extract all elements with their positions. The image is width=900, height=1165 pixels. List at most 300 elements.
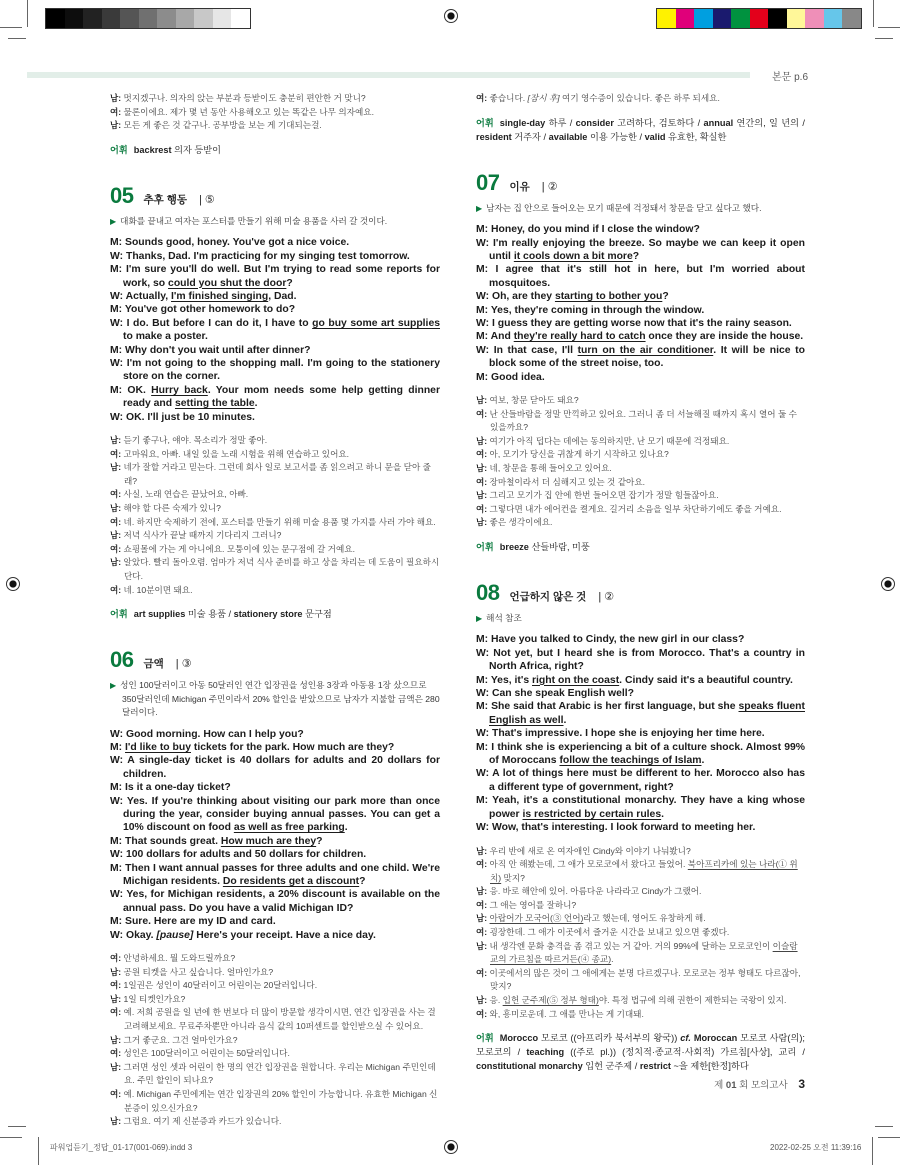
text: I'm not going to the shopping mall. I'm going to the stationery store on the corner. — [123, 357, 440, 383]
dialogue-line — [476, 516, 805, 530]
text: 알았다. 빨리 돌아오렴. 엄마가 저녁 식사 준비를 하고 상을 차리는 데 도움이 필요하시단다. — [121, 557, 440, 581]
dialogue-line — [110, 1047, 440, 1061]
speaker-label: M: — [476, 304, 489, 316]
dialogue-line — [110, 263, 440, 290]
underlined-phrase: 북아프리카에 있는 나라(① 위치) — [490, 859, 798, 883]
speaker-label: W: — [110, 795, 124, 807]
answer: | ⑤ — [198, 193, 215, 206]
speaker-label: 남: — [110, 93, 122, 103]
speaker-label: 여: — [476, 449, 488, 460]
text: 미술 용품 / — [185, 609, 234, 620]
question-number: 08 — [476, 579, 500, 605]
text: And — [488, 331, 514, 343]
speaker-label: W: — [110, 250, 124, 262]
dialogue-line — [110, 888, 440, 915]
dialogue-line — [476, 462, 805, 476]
text: 맞지? — [501, 872, 525, 883]
text: 공원 티켓을 사고 싶습니다. 얼마인가요? — [121, 966, 274, 977]
q07-script — [476, 223, 805, 384]
q05-heading — [110, 183, 440, 209]
grayscale-color-bar — [45, 8, 251, 29]
speaker-label: M: — [110, 835, 123, 847]
dialogue-line — [110, 741, 440, 754]
q06-vocabulary — [476, 116, 805, 144]
q07-korean-translation — [476, 394, 805, 530]
dialogue-line — [110, 754, 440, 781]
text: Can she speak English well? — [489, 688, 635, 700]
speaker-label: 여: — [110, 584, 122, 595]
speaker-label: 남: — [476, 913, 488, 924]
text: 거주자 / — [511, 131, 549, 142]
dialogue-line — [476, 317, 805, 330]
dialogue-line — [110, 236, 440, 249]
crop-mark — [27, 0, 28, 27]
dialogue-line — [476, 394, 805, 408]
speaker-label: M: — [110, 862, 123, 874]
text: 안녕하세요. 뭘 도와드릴까요? — [121, 953, 236, 964]
exam-prefix: 제 — [714, 1080, 724, 1091]
text: 하루 / — [545, 117, 576, 128]
underlined-phrase: they're really hard to catch — [513, 331, 646, 343]
text: 유효한, 확실한 — [665, 131, 727, 142]
text: I'm sure you'll do well. But I'm trying to read some reports for work, so — [122, 264, 440, 289]
dialogue-line — [476, 967, 805, 994]
vocab-term: valid — [644, 131, 666, 142]
explanation-text: 해석 참조 — [486, 612, 522, 623]
registration-mark-icon — [6, 577, 20, 591]
text: 쇼핑몰에 가는 게 아니에요. 모퉁이에 있는 문구점에 갈 거예요. — [121, 543, 355, 554]
text: That sounds great. — [122, 835, 221, 847]
text: 아, 모기가 당신을 귀찮게 하기 시작하고 있나요? — [487, 449, 669, 460]
underlined-phrase: follow the teachings of Islam — [559, 755, 702, 767]
dialogue-line — [110, 556, 440, 583]
text: 고려하다, 검토하다 / — [613, 117, 704, 128]
q06-script — [110, 728, 440, 943]
speaker-label: 남: — [476, 940, 488, 951]
speaker-label: W: — [476, 728, 490, 740]
dialogue-line — [476, 223, 805, 236]
vocab-term: teaching — [526, 1047, 565, 1058]
text: 고마워요, 아빠. 내일 있을 노래 시험을 위해 연습하고 있어요. — [121, 448, 350, 459]
text: 멋지겠구나. 의자의 앉는 부분과 등받이도 충분히 편안한 거 맞니? — [121, 93, 366, 103]
dialogue-line — [476, 633, 805, 646]
dialogue-line — [110, 344, 440, 357]
text: 굉장한데. 그 애가 이곳에서 즐거운 시간을 보내고 있으면 좋겠다. — [487, 927, 730, 938]
dialogue-line — [110, 929, 440, 942]
speaker-label: 여: — [110, 489, 122, 500]
dialogue-line — [110, 1006, 440, 1033]
dialogue-line — [110, 966, 440, 980]
dialogue-line — [476, 926, 805, 940]
text: 여보, 창문 닫아도 돼요? — [487, 394, 579, 405]
text: 네, 창문을 통해 들어오고 있어요. — [487, 462, 612, 473]
text: 난 산들바람을 정말 만끽하고 있어요. 그러니 좀 더 서늘해질 때까지 혹시 열어 둘 수 있을까요? — [487, 408, 797, 433]
dialogue-line — [110, 993, 440, 1007]
speaker-label: 남: — [110, 1116, 122, 1127]
underlined-phrase: could you shut the door — [168, 277, 287, 289]
vocab-term: Moroccan — [693, 1033, 738, 1044]
speaker-label: 여: — [476, 899, 488, 910]
speaker-label: M: — [110, 916, 123, 928]
dialogue-line — [110, 106, 440, 120]
speaker-label: W: — [110, 411, 124, 423]
speaker-label: 여: — [476, 408, 488, 419]
text: Have you talked to Cindy, the new girl in our class? — [488, 634, 745, 646]
crop-mark — [0, 1137, 22, 1138]
vocab-term: resident — [476, 131, 512, 142]
text: . — [563, 714, 567, 726]
vocab-term: stationery store — [233, 609, 303, 620]
speaker-label: W: — [110, 728, 124, 740]
dialogue-line — [476, 899, 805, 913]
underlined-phrase: speaks fluent English as well — [489, 701, 805, 726]
dialogue-line — [476, 448, 805, 462]
stage-direction: [잠시 후] — [527, 93, 560, 103]
dialogue-line — [476, 700, 805, 727]
dialogue-line — [110, 303, 440, 316]
text: 내 생각엔 문화 충격을 좀 겪고 있는 거 같아. 거의 99%에 달하는 모로코인이 — [487, 940, 773, 951]
speaker-label: M: — [110, 384, 123, 396]
dialogue-line — [110, 529, 440, 543]
text: 그리고 모기가 집 안에 한번 들어오면 잡기가 정말 힘들잖아요. — [487, 490, 719, 501]
speaker-label: 남: — [110, 434, 122, 445]
speaker-label: 남: — [110, 1034, 122, 1045]
text: 문구점 — [302, 609, 332, 620]
dialogue-line — [476, 92, 805, 106]
triangle-bullet-icon: ▶ — [476, 203, 483, 213]
dialogue-line — [110, 516, 440, 530]
speaker-label: W: — [110, 849, 124, 861]
underlined-phrase: I'd like to buy — [125, 742, 191, 753]
dialogue-line — [110, 502, 440, 516]
speaker-label: 남: — [476, 886, 488, 897]
text: I agree that it's still hot in here, but I'm worried about mosquitoes. — [488, 264, 805, 289]
underlined-phrase: Do residents get a discount — [222, 876, 360, 888]
text: 듣기 좋구나, 얘야. 목소리가 정말 좋아. — [121, 434, 268, 445]
dialogue-line — [110, 448, 440, 462]
q05-korean-translation — [110, 434, 440, 597]
dialogue-line — [476, 674, 805, 687]
q08-vocabulary — [476, 1031, 805, 1073]
dialogue-line — [476, 476, 805, 490]
speaker-label: 여: — [476, 927, 488, 938]
text: ((주로 pl.)) (정치적·종교적·사회적) 가르침[사상], 교리 / — [564, 1047, 805, 1058]
text: 네가 잘할 거라고 믿는다. 그런데 회사 일로 보고서를 좀 읽으려고 하니 문을 닫아 줄래? — [121, 462, 431, 486]
underlined-phrase: How much are they — [220, 835, 317, 847]
speaker-label: 남: — [110, 462, 122, 473]
dialogue-line — [476, 687, 805, 700]
dialogue-line — [476, 371, 805, 384]
dialogue-line — [476, 263, 805, 290]
text: Yeah, it's a constitutional monarchy. They have a king whose power — [488, 795, 805, 820]
vocab-label: 어휘 — [110, 609, 128, 620]
q07-vocabulary — [476, 540, 805, 554]
speaker-label: M: — [476, 264, 489, 276]
text: 산들바람, 미풍 — [528, 541, 590, 552]
answer: | ③ — [175, 658, 192, 671]
q05-explanation — [110, 215, 440, 229]
text: tickets for the park. How much are they? — [191, 742, 395, 753]
q06-korean-translation-continued — [476, 92, 805, 106]
dialogue-line — [476, 845, 805, 859]
text: 네. 10분이면 돼요. — [121, 584, 193, 595]
text: . — [611, 954, 614, 965]
dialogue-line — [110, 952, 440, 966]
q07-heading — [476, 170, 805, 196]
dialogue-line — [110, 250, 440, 263]
q06-korean-translation — [110, 952, 440, 1129]
speaker-label: 남: — [110, 993, 122, 1004]
speaker-label: 남: — [110, 502, 122, 513]
text: 와, 흥미로운데. 그 애를 만나는 게 기대돼. — [487, 1008, 644, 1019]
text: OK. I'll just be 10 minutes. — [123, 411, 255, 423]
underlined-phrase: go buy some art supplies — [312, 317, 440, 329]
speaker-label: 여: — [476, 1008, 488, 1019]
dialogue-line — [476, 344, 805, 371]
text: . — [661, 808, 664, 820]
page-number: 3 — [798, 1077, 805, 1091]
dialogue-line — [476, 821, 805, 834]
speaker-label: M: — [476, 224, 489, 236]
underlined-phrase: Hurry back — [151, 384, 208, 396]
text: 입헌 군주제 / — [582, 1061, 640, 1072]
header-rule — [27, 72, 750, 78]
text: 1일 티켓인가요? — [121, 993, 186, 1004]
speaker-label: 남: — [110, 530, 122, 541]
text: ? — [316, 835, 323, 847]
speaker-label: 남: — [476, 394, 488, 405]
text: 그럼요. 여기 제 신분증과 카드가 있습니다. — [121, 1116, 282, 1127]
speaker-label: M: — [476, 701, 489, 713]
text: . It will be nice to block some of the street noise, too. — [489, 344, 805, 370]
text: A lot of things here must be different to her. Morocco also has a different type of government, right? — [489, 768, 805, 793]
underlined-phrase: turn on the air conditioner — [577, 344, 714, 356]
text: 좋은 생각이에요. — [487, 517, 553, 528]
vocab-label: 어휘 — [476, 117, 494, 128]
speaker-label: W: — [476, 344, 490, 356]
dialogue-line — [476, 767, 805, 794]
text: once they are inside the house. — [645, 331, 804, 343]
speaker-label: W: — [476, 768, 490, 780]
question-type: 추후 행동 — [143, 193, 187, 206]
dialogue-line — [476, 435, 805, 449]
text: That's impressive. I hope she is enjoying her time here. — [489, 728, 765, 740]
text: Actually, — [123, 290, 172, 302]
speaker-label: 남: — [476, 517, 488, 528]
exam-number: 01 — [725, 1080, 737, 1091]
explanation-text: 성인 100달러이고 아동 50달러인 연간 입장권을 성인용 3장과 아동용 1장 샀으므로 350달러인데 Michigan 주민이라서 20% 할인을 받았으므로 남자가 지불할 금액은 280달러이다. — [120, 680, 440, 718]
vocab-label: 어휘 — [476, 541, 494, 552]
dialogue-line — [110, 543, 440, 557]
dialogue-line — [110, 92, 440, 106]
speaker-label: M: — [110, 304, 123, 316]
text: ~을 제한[한정]하다 — [671, 1061, 749, 1072]
dialogue-line — [476, 237, 805, 264]
speaker-label: W: — [110, 929, 124, 941]
crop-mark — [38, 1137, 39, 1165]
question-type: 금액 — [143, 658, 164, 671]
vocab-text — [500, 542, 590, 552]
speaker-label: 여: — [110, 1048, 122, 1059]
speaker-label: W: — [476, 291, 490, 303]
q08-korean-translation — [476, 845, 805, 1022]
text: Then I want annual passes for three adults and one child. We're Michigan residents. — [122, 862, 440, 888]
q06-heading — [110, 647, 440, 673]
text: 그거 좋군요. 그건 얼마인가요? — [121, 1034, 238, 1045]
vocab-text — [134, 609, 332, 619]
text: to make a poster. — [123, 331, 208, 343]
text: 의자 등받이 — [171, 144, 222, 155]
text: 라고 했는데, 영어도 유창하게 해. — [583, 913, 706, 924]
dialogue-line — [476, 940, 805, 967]
registration-mark-icon — [881, 577, 895, 591]
vocab-term: Morocco — [499, 1033, 539, 1044]
slug-datetime: 2022-02-25 오전 11:39:16 — [770, 1143, 862, 1152]
speaker-label: 여: — [110, 543, 122, 554]
speaker-label: M: — [110, 344, 123, 356]
text: ? — [662, 291, 669, 303]
text: 연간의, 일 년의 / — [733, 117, 805, 128]
text: Good idea. — [488, 371, 545, 383]
dialogue-line — [110, 781, 440, 794]
text: Sure. Here are my ID and card. — [122, 916, 276, 928]
text: , Dad. — [268, 290, 297, 302]
dialogue-line — [110, 1061, 440, 1088]
speaker-label: 여: — [110, 980, 122, 991]
text: She said that Arabic is her first language, but she — [488, 701, 739, 713]
vocab-term: consider — [575, 117, 614, 128]
vocab-term: restrict — [639, 1061, 671, 1072]
dialogue-line — [476, 1008, 805, 1022]
dialogue-line — [110, 979, 440, 993]
dialogue-line — [110, 461, 440, 488]
text: 응. 바로 해안에 있어. 아름다운 나라라고 Cindy가 그랬어. — [487, 886, 702, 897]
crop-mark — [873, 0, 874, 27]
vocab-text — [476, 118, 805, 142]
page-reference: 본문 p.6 — [772, 72, 808, 83]
text: 예. Michigan 주민에게는 연간 입장권의 20% 할인이 가능합니다. 유효한 Michigan 신분증이 있으신가요? — [121, 1089, 438, 1113]
exam-suffix: 회 모의고사 — [739, 1080, 788, 1091]
dialogue-line — [476, 489, 805, 503]
speaker-label: M: — [110, 782, 123, 794]
speaker-label: W: — [476, 647, 490, 659]
underlined-phrase: starting to bother you — [554, 291, 663, 303]
vocab-term: single-day — [499, 117, 546, 128]
text: 모로코 ((아프리카 북서부의 왕국)) — [538, 1033, 681, 1044]
text: . — [254, 398, 258, 410]
dialogue-line — [110, 835, 440, 848]
text: OK. — [122, 384, 152, 396]
dialogue-line — [476, 290, 805, 303]
registration-mark-icon — [444, 9, 458, 23]
text: 여기 영수증이 있습니다. 좋은 하루 되세요. — [559, 93, 720, 103]
speaker-label: 남: — [476, 435, 488, 446]
text: 저녁 식사가 끝날 때까지 기다리지 그러니? — [121, 530, 282, 541]
speaker-label: M: — [110, 742, 123, 753]
dialogue-line — [476, 503, 805, 517]
speaker-label: 여: — [476, 503, 488, 514]
crop-mark — [8, 1126, 26, 1127]
text: Not yet, but I heard she is from Morocco. That's a country in North Africa, right? — [489, 647, 805, 673]
vocab-note: cf. — [680, 1033, 691, 1044]
text: I guess they are getting worse now that it's the rainy season. — [489, 317, 792, 329]
dialogue-line — [110, 584, 440, 598]
underlined-phrase: 아랍어가 모국어(③ 언어) — [489, 913, 584, 924]
vocab-label: 어휘 — [476, 1033, 494, 1044]
text: Good morning. How can I help you? — [123, 728, 304, 740]
page-footer — [714, 1077, 805, 1091]
speaker-label: 남: — [110, 1061, 122, 1072]
q04-korean-translation — [110, 92, 440, 133]
underlined-phrase: it cools down a bit more — [513, 250, 633, 262]
explanation-text: 대화를 끝내고 여자는 포스터를 만들기 위해 미술 용품을 사러 갈 것이다. — [120, 215, 388, 226]
text: Yes. If you're thinking about visiting our park more than once during the year, consider buying annual passes. You can get a 10% discount on food — [123, 795, 440, 834]
text: Why don't you wait until after dinner? — [122, 344, 311, 356]
dialogue-line — [110, 1115, 440, 1129]
q08-heading — [476, 580, 805, 606]
dialogue-line — [476, 330, 805, 343]
triangle-bullet-icon: ▶ — [476, 613, 483, 623]
speaker-label: 여: — [110, 1089, 122, 1100]
dialogue-line — [110, 1088, 440, 1115]
q08-explanation — [476, 612, 805, 626]
text: ? — [359, 876, 366, 888]
text: 이곳에서의 많은 것이 그 애에게는 분명 다르겠구나. 모로코는 정부 형태도 다르잖아, 맞지? — [487, 967, 801, 992]
q07-explanation — [476, 202, 805, 216]
text: A single-day ticket is 40 dollars for adults and 20 dollars for children. — [123, 755, 440, 780]
speaker-label: W: — [476, 317, 490, 329]
text: Sounds good, honey. You've got a nice voice. — [122, 237, 350, 249]
text: 모로코 사람(의); 모로코의 / — [476, 1033, 805, 1058]
text: 물론이에요. 제가 몇 년 동안 사용해오고 있는 똑같은 나무 의자예요. — [121, 106, 374, 117]
dialogue-line — [110, 434, 440, 448]
dialogue-line — [110, 915, 440, 928]
dialogue-line — [110, 1034, 440, 1048]
speaker-label: 여: — [110, 106, 122, 117]
q08-script — [476, 633, 805, 834]
text: Yes, they're coming in through the window. — [488, 304, 705, 316]
dialogue-line — [110, 119, 440, 133]
process-color-bar — [656, 8, 862, 29]
explanation-text: 남자는 집 안으로 들어오는 모기 때문에 걱정돼서 창문을 닫고 싶다고 했다. — [486, 202, 762, 213]
text: 100 dollars for adults and 50 dollars for children. — [123, 849, 367, 861]
dialogue-line — [110, 488, 440, 502]
triangle-bullet-icon: ▶ — [110, 681, 117, 691]
text: 우리 반에 새로 온 여자애인 Cindy와 이야기 나눠봤니? — [487, 845, 691, 856]
text: 응. — [487, 995, 503, 1006]
registration-mark-icon — [444, 1140, 458, 1154]
speaker-label: W: — [110, 889, 124, 901]
speaker-label: M: — [476, 331, 489, 343]
vocab-label: 어휘 — [110, 144, 128, 155]
text: Is it a one-day ticket? — [122, 782, 231, 794]
dialogue-line — [110, 357, 440, 384]
crop-mark — [878, 1137, 900, 1138]
text: 모든 게 좋은 것 같구나. 공부방을 보는 게 기대되는걸. — [121, 120, 322, 131]
speaker-label: M: — [110, 264, 123, 276]
dialogue-line — [476, 794, 805, 821]
answer: | ② — [541, 180, 558, 193]
crop-mark — [875, 1126, 893, 1127]
q04-vocabulary — [110, 143, 440, 157]
q05-vocabulary — [110, 607, 440, 621]
underlined-phrase: right on the coast — [532, 674, 620, 686]
text: 성인은 100달러이고 어린이는 50달러입니다. — [121, 1048, 290, 1059]
dialogue-line — [110, 728, 440, 741]
vocab-term: annual — [703, 117, 734, 128]
speaker-label: 여: — [476, 476, 488, 487]
dialogue-line — [110, 384, 440, 411]
